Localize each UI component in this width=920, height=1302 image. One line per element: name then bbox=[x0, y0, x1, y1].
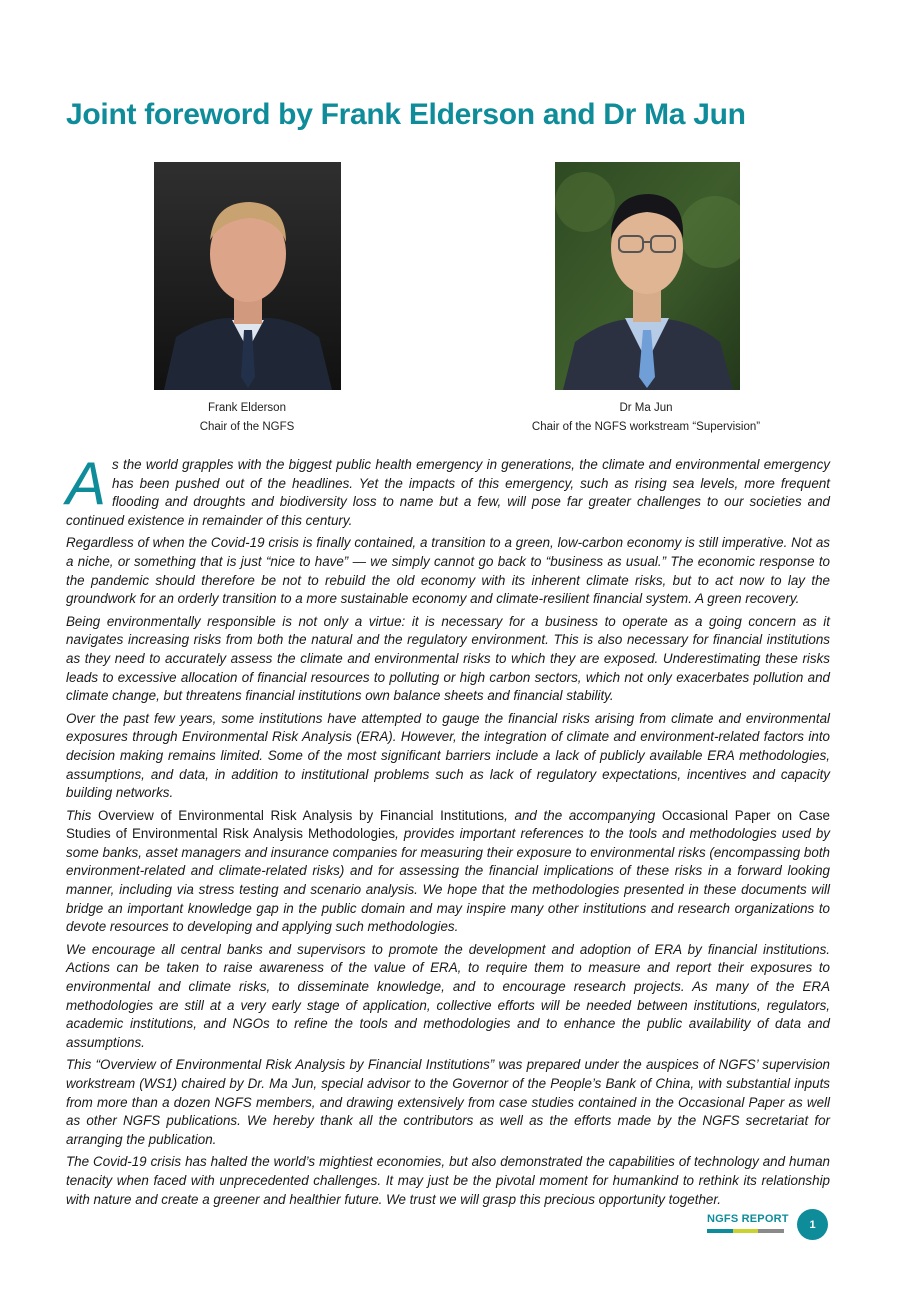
paragraph: Regardless of when the Covid-19 crisis is finally contained, a transition to a green, low-carbon economy is still imperative. Not as a niche, or something that is just “nice to have” — we simply cannot go back to “business as usual.” The economic response to the pandemic should therefore be not to rebuild the old economy with its inherent climate risks, but to act now to lay the groundwork for an orderly transition to a more sustainable economy and climate-resilient financial system. A green recovery. bbox=[66, 535, 830, 607]
paragraph: Over the past few years, some institutions have attempted to gauge the financial risks arising from climate and environmental exposures through Environmental Risk Analysis (ERA). However, the integration of climate and environment-related factors into decision making remains limited. Some of the most significant barriers include a lack of publicly available ERA methodologies, assumptions, and data, in addition to institutional problems such as lack of regulatory expectations, incentives and capacity building networks. bbox=[66, 710, 830, 801]
footer-color-bar bbox=[707, 1229, 784, 1233]
person-role: Chair of the NGFS workstream “Supervision” bbox=[531, 421, 761, 433]
person-role: Chair of the NGFS bbox=[199, 421, 295, 433]
person-name: Dr Ma Jun bbox=[619, 402, 673, 414]
portrait-photo-ma-jun bbox=[555, 162, 740, 390]
footer-bar-segment bbox=[707, 1229, 733, 1233]
paragraph-text: This bbox=[66, 807, 98, 823]
portrait-photo-frank-elderson bbox=[154, 162, 341, 390]
caption-ma-jun bbox=[486, 399, 806, 437]
paragraph: The Covid-19 crisis has halted the world’s mightiest economies, but also demonstrated the capabilities of technology and human tenacity when faced with unprecedented challenges. It may just be the pivotal moment for humankind to rethink its relationship with nature and create a greener and healthier future. We trust we will grasp this precious opportunity together. bbox=[66, 1154, 830, 1207]
paragraph: We encourage all central banks and supervisors to promote the development and adoption of ERA by financial institutions. Actions can be taken to raise awareness of the value of ERA, to require them to measure and report their exposures to environmental and climate risks, to disseminate knowledge, and to encourage research projects. As many of the ERA methodologies are still at a very early stage of application, collective efforts will be needed between institutions, regulators, academic institutions, and NGOs to refine the tools and methodologies and to enhance the public availability of data and assumptions. bbox=[66, 941, 830, 1050]
page-title: Joint foreword by Frank Elderson and Dr Ma Jun bbox=[66, 98, 746, 131]
page-number-badge: 1 bbox=[797, 1209, 828, 1240]
person-name: Frank Elderson bbox=[208, 402, 286, 414]
footer-bar-segment bbox=[733, 1229, 759, 1233]
drop-cap: A bbox=[66, 450, 107, 517]
paragraph-text: , and the accompanying bbox=[504, 807, 662, 823]
paragraph bbox=[66, 807, 830, 937]
document-title: Overview of Environmental Risk Analysis by Financial Institutions bbox=[97, 807, 505, 823]
footer-bar-segment bbox=[758, 1229, 784, 1233]
paragraph-text: , provides important references to the tools and methodologies used by some banks, asset managers and insurance companies for measuring their exposure to environmental risks (encompassing both environment-related and climate-related risks) and for assessing the financial implications of these risks in a forward looking manner, including via stress testing and scenario analysis. We hope that the methodologies presented in these documents will bridge an important knowledge gap in the public domain and may inspire many other institutions and research organizations to devote resources to developing and applying such methodologies. bbox=[66, 826, 830, 935]
footer-report-label: NGFS REPORT bbox=[707, 1213, 789, 1225]
paragraph-text: s the world grapples with the biggest public health emergency in generations, the climate and environmental emergency has been pushed out of the headlines. Yet the impacts of this emergency, such as rising sea levels, more frequent flooding and droughts and biodiversity loss to name but a few, will pose far greater challenges to our societies and continued existence in remainder of this century. bbox=[66, 457, 830, 528]
foreword-body bbox=[66, 450, 830, 1213]
caption-frank-elderson bbox=[147, 399, 347, 437]
paragraph bbox=[66, 450, 830, 530]
paragraph: Being environmentally responsible is not only a virtue: it is necessary for a business to operate as a going concern as it navigates increasing risks from both the natural and the regulatory environment. This is also necessary for financial institutions as they need to accurately assess the climate and environmental risks to which they are exposed. Underestimating these risks leads to excessive allocation of financial resources to polluting or high carbon sectors, which not only exacerbates pollution and climate change, but threatens financial institutions own balance sheets and financial stability. bbox=[66, 613, 830, 704]
document-title: Occasional Paper on Case Studies of Environmental Risk Analysis Methodologies bbox=[66, 807, 830, 842]
paragraph: This “Overview of Environmental Risk Analysis by Financial Institutions” was prepared under the auspices of NGFS’ supervision workstream (WS1) chaired by Dr. Ma Jun, special advisor to the Governor of the People’s Bank of China, with substantial inputs from more than a dozen NGFS members, and drawing extensively from case studies contained in the Occasional Paper as well as other NGFS publications. We hereby thank all the contributors as well as the efforts made by the NGFS secretariat for arranging the publication. bbox=[66, 1057, 830, 1147]
